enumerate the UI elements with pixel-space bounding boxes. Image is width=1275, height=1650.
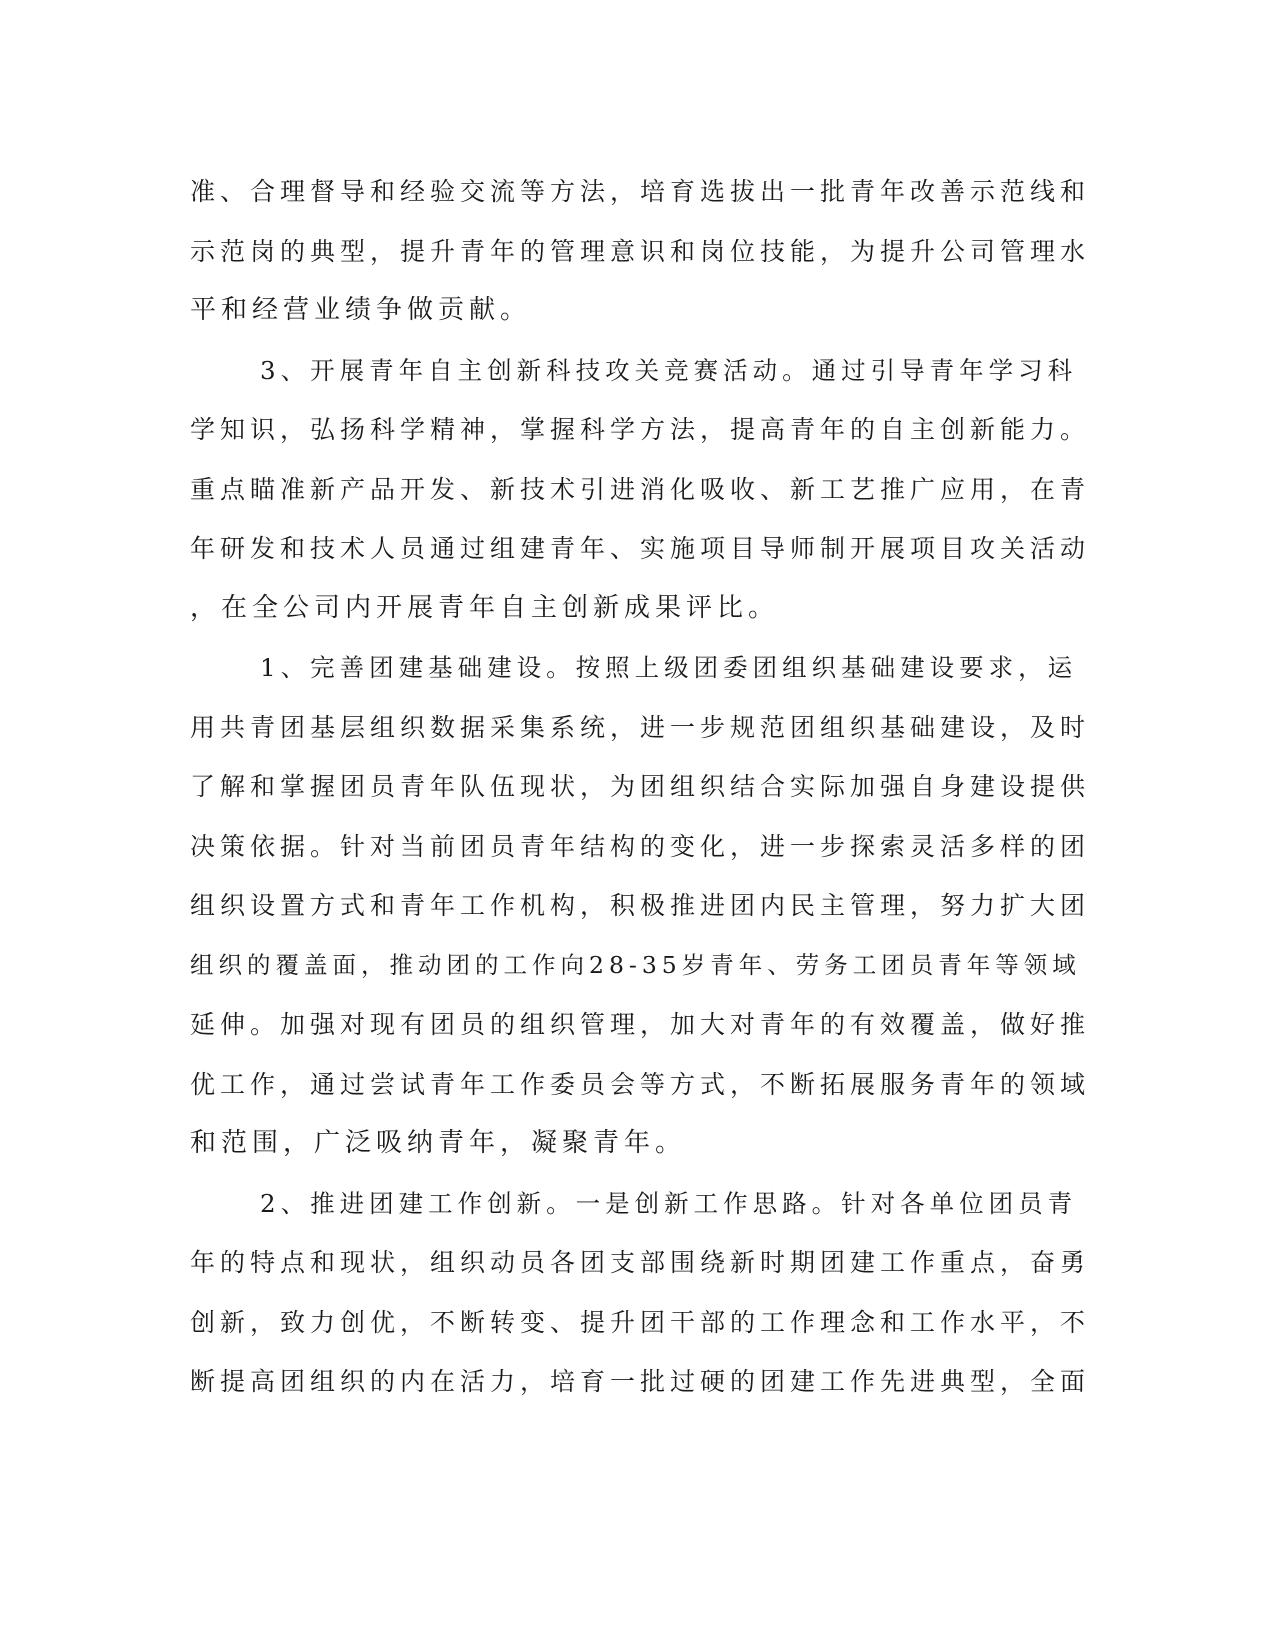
text-line: 决策依据。针对当前团员青年结构的变化，进一步探索灵活多样的团 (190, 831, 1091, 861)
text-line: 示范岗的典型，提升青年的管理意识和岗位技能，为提升公司管理水 (190, 236, 1091, 266)
text-line: ，在全公司内开展青年自主创新成果评比。 (190, 592, 780, 623)
paragraph-start-line: 3、开展青年自主创新科技攻关竞赛活动。通过引导青年学习科 (260, 355, 1078, 385)
paragraph-start-line: 2、推进团建工作创新。一是创新工作思路。针对各单位团员青 (260, 1188, 1078, 1218)
text-line: 断提高团组织的内在活力，培育一批过硬的团建工作先进典型，全面 (190, 1367, 1091, 1396)
text-line: 年研发和技术人员通过组建青年、实施项目导师制开展项目攻关活动 (190, 534, 1091, 563)
text-line: 重点瞄准新产品开发、新技术引进消化吸收、新工艺推广应用，在青 (190, 474, 1091, 504)
document-body (190, 162, 1090, 1412)
text-line: 用共青团基层组织数据采集系统，进一步规范团组织基础建设，及时 (190, 712, 1091, 742)
text-line: 创新，致力创优，不断转变、提升团干部的工作理念和工作水平，不 (190, 1307, 1091, 1337)
text-line: 了解和掌握团员青年队伍现状，为团组织结合实际加强自身建设提供 (190, 772, 1091, 801)
text-line: 组织的覆盖面，推动团的工作向28-35岁青年、劳务工团员青年等领域 (190, 950, 1081, 979)
text-line: 和范围，广泛吸纳青年，凝聚青年。 (190, 1128, 687, 1158)
text-line: 准、合理督导和经验交流等方法，培育选拔出一批青年改善示范线和 (190, 177, 1091, 206)
text-line: 组织设置方式和青年工作机构，积极推进团内民主管理，努力扩大团 (190, 891, 1091, 920)
text-line: 优工作，通过尝试青年工作委员会等方式，不断拓展服务青年的领域 (190, 1069, 1091, 1099)
text-line: 延伸。加强对现有团员的组织管理，加大对青年的有效覆盖，做好推 (190, 1010, 1091, 1039)
text-line: 学知识，弘扬科学精神，掌握科学方法，提高青年的自主创新能力。 (190, 415, 1091, 444)
paragraph-start-line: 1、完善团建基础建设。按照上级团委团组织基础建设要求，运 (260, 653, 1078, 682)
text-line: 年的特点和现状，组织动员各团支部围绕新时期团建工作重点，奋勇 (190, 1248, 1091, 1277)
text-line: 平和经营业绩争做贡献。 (190, 295, 532, 325)
